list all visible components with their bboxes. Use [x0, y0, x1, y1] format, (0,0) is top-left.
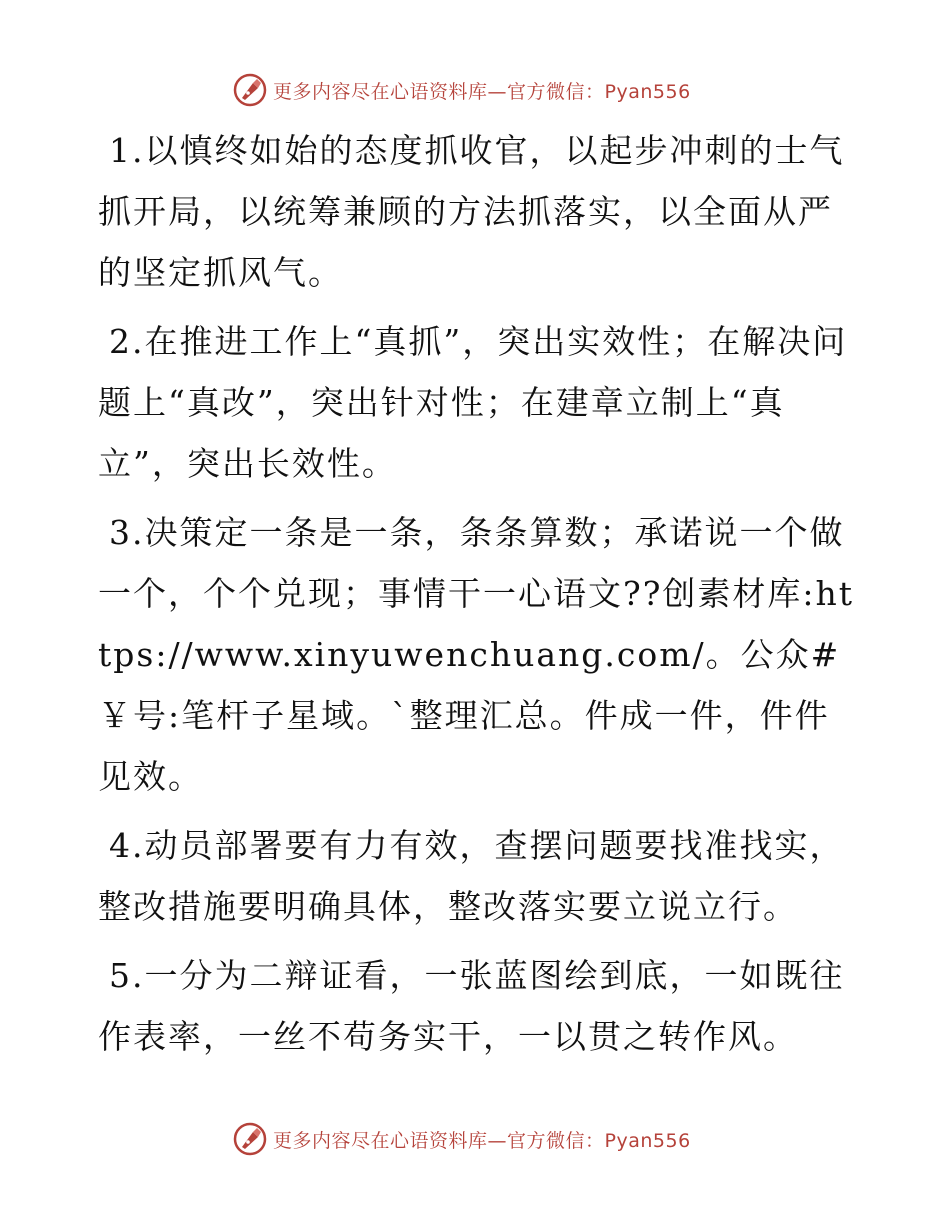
pen-nib-logo-icon — [233, 1122, 267, 1156]
document-body — [98, 120, 858, 1075]
header-banner-text: 更多内容尽在心语资料库—官方微信：Pyan556 — [273, 80, 691, 103]
footer-banner-text: 更多内容尽在心语资料库—官方微信：Pyan556 — [273, 1129, 691, 1152]
paragraph-3: 3.决策定一条是一条，条条算数；承诺说一个做一个，个个兑现；事情干一心语文??创素材库:https://www.xinyuwenchuang.com/。公众#￥号:笔杆子星域。`整理汇总。件成一件，件件见效。 — [98, 513, 855, 796]
footer-banner — [233, 1121, 713, 1157]
paragraph-5: 5.一分为二辩证看，一张蓝图绘到底，一如既往作表率，一丝不苟务实干，一以贯之转作风。 — [98, 956, 845, 1056]
header-banner — [233, 72, 713, 108]
pen-nib-logo-icon — [233, 73, 267, 107]
paragraph-1: 1.以慎终如始的态度抓收官，以起步冲刺的士气抓开局，以统筹兼顾的方法抓落实，以全面从严的坚定抓风气。 — [98, 131, 845, 292]
paragraph-4: 4.动员部署要有力有效，查摆问题要找准找实，整改措施要明确具体，整改落实要立说立行。 — [98, 826, 845, 926]
paragraph-2: 2.在推进工作上“真抓”，突出实效性；在解决问题上“真改”，突出针对性；在建章立制上“真立”，突出长效性。 — [98, 322, 848, 483]
